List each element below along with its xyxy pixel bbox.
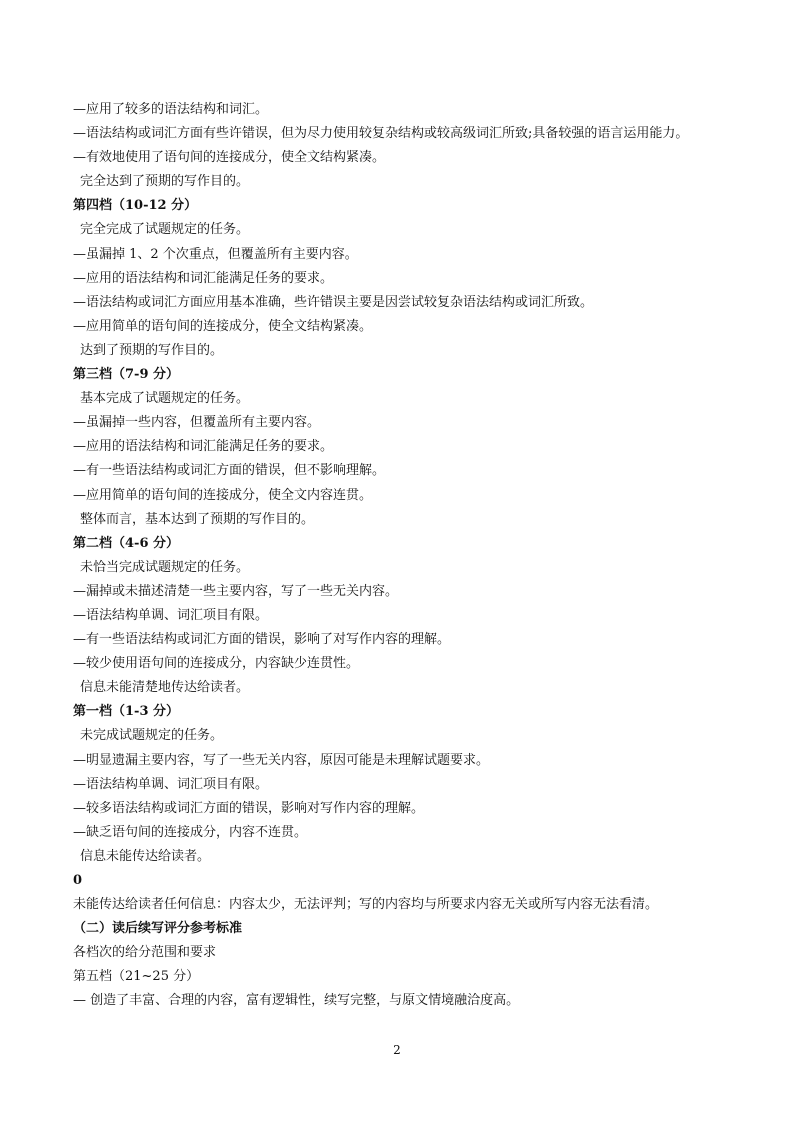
criteria-line: —语法结构单调、词汇项目有限。 [73, 607, 269, 623]
criteria-line: —漏掉或未描述清楚一些主要内容，写了一些无关内容。 [73, 583, 399, 599]
summary-line: 达到了预期的写作目的。 [80, 342, 224, 358]
criteria-line: —应用简单的语句间的连接成分，使全文结构紧凑。 [73, 318, 373, 334]
summary-line: 信息未能清楚地传达给读者。 [80, 680, 250, 696]
criteria-line: —虽漏掉 1、2 个次重点，但覆盖所有主要内容。 [73, 246, 358, 262]
summary-line: 完全完成了试题规定的任务。 [80, 222, 250, 238]
criteria-line: —应用的语法结构和词汇能满足任务的要求。 [73, 439, 334, 455]
criteria-line: —缺乏语句间的连接成分，内容不连贯。 [73, 824, 308, 840]
criteria-line: —应用简单的语句间的连接成分，使全文内容连贯。 [73, 487, 373, 503]
summary-line: 未恰当完成试题规定的任务。 [80, 559, 250, 575]
summary-line: 完全达到了预期的写作目的。 [80, 174, 250, 190]
summary-line: 信息未能传达给读者。 [80, 848, 211, 864]
criteria-line: —明显遗漏主要内容，写了一些无关内容，原因可能是未理解试题要求。 [73, 752, 490, 768]
summary-line: 未完成试题规定的任务。 [80, 728, 224, 744]
page-number: 2 [393, 1043, 401, 1057]
section-heading: 第一档（1-3 分） [73, 704, 180, 720]
criteria-line: —语法结构或词汇方面有些许错误，但为尽力使用较复杂结构或较高级词汇所致;具备较强的语言运用能力。 [73, 126, 689, 142]
criteria-line: —有一些语法结构或词汇方面的错误，影响了对写作内容的理解。 [73, 632, 451, 648]
criteria-line: —有效地使用了语句间的连接成分，使全文结构紧凑。 [73, 150, 386, 166]
section-heading: 第二档（4-6 分） [73, 535, 180, 551]
criteria-line: —语法结构或词汇方面应用基本准确，些许错误主要是因尝试较复杂语法结构或词汇所致。 [73, 294, 594, 310]
section-heading: 0 [73, 873, 83, 888]
section-heading: 第三档（7-9 分） [73, 367, 180, 383]
criteria-line: —有一些语法结构或词汇方面的错误，但不影响理解。 [73, 463, 386, 479]
criteria-line: —虽漏掉一些内容，但覆盖所有主要内容。 [73, 415, 321, 431]
criteria-line: —较多语法结构或词汇方面的错误，影响对写作内容的理解。 [73, 800, 425, 816]
criteria-line: —较少使用语句间的连接成分，内容缺少连贯性。 [73, 656, 360, 672]
criteria-line: 各档次的给分范围和要求 [73, 945, 217, 961]
summary-line: 基本完成了试题规定的任务。 [80, 391, 250, 407]
document-body [73, 98, 733, 1014]
criteria-line: —应用的语法结构和词汇能满足任务的要求。 [73, 270, 334, 286]
section-heading: 第四档（10-12 分） [73, 198, 198, 214]
criteria-line: — 创造了丰富、合理的内容，富有逻辑性，续写完整，与原文情境融洽度高。 [73, 993, 520, 1009]
summary-line: 整体而言，基本达到了预期的写作目的。 [80, 511, 315, 527]
criteria-line: —应用了较多的语法结构和词汇。 [73, 102, 269, 117]
criteria-line: 未能传达给读者任何信息：内容太少，无法评判；写的内容均与所要求内容无关或所写内容无法看清。 [73, 897, 659, 913]
section-heading: （二）读后续写评分参考标准 [73, 921, 243, 937]
criteria-line: —语法结构单调、词汇项目有限。 [73, 776, 269, 792]
criteria-line: 第五档（21~25 分） [73, 969, 200, 985]
